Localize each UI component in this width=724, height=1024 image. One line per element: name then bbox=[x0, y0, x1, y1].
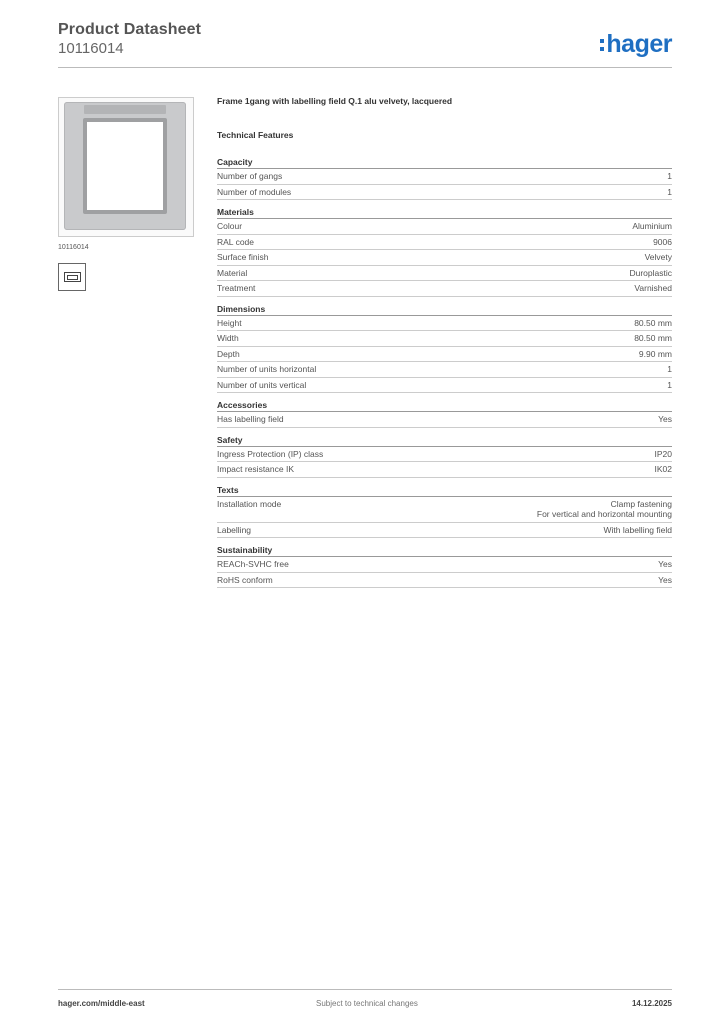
feature-value bbox=[658, 575, 672, 586]
image-caption: 10116014 bbox=[58, 244, 89, 251]
technical-features-heading: Technical Features bbox=[217, 130, 294, 140]
feature-section bbox=[217, 303, 672, 394]
feature-value bbox=[667, 380, 672, 391]
feature-row bbox=[217, 235, 672, 251]
feature-row bbox=[217, 250, 672, 266]
feature-row bbox=[217, 347, 672, 363]
feature-value-line: 9006 bbox=[653, 236, 672, 247]
feature-label: RAL code bbox=[217, 236, 255, 247]
feature-value bbox=[632, 221, 672, 232]
feature-value bbox=[634, 283, 672, 294]
feature-row bbox=[217, 573, 672, 589]
footer-note: Subject to technical changes bbox=[316, 999, 418, 1008]
feature-label: Treatment bbox=[217, 283, 256, 293]
feature-row bbox=[217, 447, 672, 463]
feature-value-line: 1 bbox=[667, 186, 672, 197]
feature-value-line: Varnished bbox=[634, 283, 672, 293]
hager-logo bbox=[600, 30, 672, 59]
feature-row bbox=[217, 523, 672, 539]
feature-value bbox=[653, 237, 672, 248]
feature-value-line: IK02 bbox=[654, 464, 672, 474]
labelling-field-picture bbox=[84, 105, 166, 114]
section-title: Accessories bbox=[217, 399, 672, 412]
feature-value-line: With labelling field bbox=[603, 524, 672, 535]
feature-section bbox=[217, 544, 672, 588]
feature-value bbox=[634, 318, 672, 329]
feature-value-line: Aluminium bbox=[632, 221, 672, 231]
feature-row bbox=[217, 316, 672, 332]
frame-symbol-icon bbox=[58, 263, 86, 291]
feature-label: Number of units horizontal bbox=[217, 364, 317, 374]
feature-value-line: 1 bbox=[667, 379, 672, 390]
feature-label: Height bbox=[217, 317, 242, 328]
feature-row bbox=[217, 331, 672, 347]
feature-label: RoHS conform bbox=[217, 574, 273, 585]
product-code: 10116014 bbox=[58, 40, 124, 57]
feature-value-line: For vertical and horizontal mounting bbox=[536, 509, 672, 519]
feature-row bbox=[217, 497, 672, 523]
feature-section bbox=[217, 156, 672, 200]
feature-label: Number of gangs bbox=[217, 171, 283, 181]
feature-value-line: 1 bbox=[667, 171, 672, 181]
frame-picture bbox=[64, 102, 186, 230]
feature-label: REACh-SVHC free bbox=[217, 559, 289, 569]
section-title: Texts bbox=[217, 484, 672, 497]
section-title: Materials bbox=[217, 206, 672, 219]
feature-value-line: Clamp fastening bbox=[610, 498, 672, 509]
feature-value-line: Yes bbox=[658, 574, 672, 585]
product-title: Frame 1gang with labelling field Q.1 alu velvety, lacquered bbox=[217, 96, 453, 106]
feature-value-line: 9.90 mm bbox=[638, 348, 672, 359]
feature-section bbox=[217, 206, 672, 297]
feature-value bbox=[629, 268, 672, 279]
feature-label: Depth bbox=[217, 348, 240, 359]
feature-label: Has labelling field bbox=[217, 414, 284, 424]
feature-value bbox=[667, 171, 672, 182]
section-title: Capacity bbox=[217, 156, 672, 169]
feature-row bbox=[217, 378, 672, 394]
feature-label: Colour bbox=[217, 221, 243, 231]
feature-value-line: 80.50 mm bbox=[634, 317, 672, 328]
feature-row bbox=[217, 362, 672, 378]
feature-value bbox=[537, 499, 672, 520]
feature-section bbox=[217, 484, 672, 539]
feature-value bbox=[655, 449, 673, 460]
feature-value bbox=[667, 187, 672, 198]
feature-label: Ingress Protection (IP) class bbox=[217, 448, 324, 459]
feature-value bbox=[645, 252, 672, 263]
page-title: Product Datasheet bbox=[58, 21, 202, 38]
product-image bbox=[58, 97, 194, 237]
feature-value bbox=[658, 559, 672, 570]
feature-value-line: Duroplastic bbox=[629, 267, 672, 278]
section-title: Safety bbox=[217, 434, 672, 447]
technical-features-table bbox=[217, 156, 672, 594]
feature-label: Surface finish bbox=[217, 252, 269, 262]
feature-row bbox=[217, 281, 672, 297]
symbol-inner bbox=[64, 272, 81, 282]
feature-row bbox=[217, 169, 672, 185]
feature-value bbox=[603, 525, 672, 536]
feature-value bbox=[655, 464, 673, 475]
footer-website-link[interactable]: hager.com/middle-east bbox=[58, 999, 145, 1008]
feature-label: Labelling bbox=[217, 524, 252, 535]
feature-row bbox=[217, 462, 672, 478]
feature-label: Width bbox=[217, 333, 239, 343]
footer-date: 14.12.2025 bbox=[631, 999, 672, 1008]
feature-row bbox=[217, 557, 672, 573]
feature-section bbox=[217, 399, 672, 428]
feature-value bbox=[667, 364, 672, 375]
feature-row bbox=[217, 219, 672, 235]
feature-label: Installation mode bbox=[217, 498, 282, 509]
feature-row bbox=[217, 412, 672, 428]
feature-value-line: 1 bbox=[667, 364, 672, 374]
feature-label: Number of units vertical bbox=[217, 379, 307, 390]
feature-section bbox=[217, 434, 672, 478]
feature-row bbox=[217, 185, 672, 201]
feature-value-line: IP20 bbox=[654, 448, 672, 459]
frame-inner-border bbox=[83, 118, 167, 214]
feature-row bbox=[217, 266, 672, 282]
section-title: Dimensions bbox=[217, 303, 672, 316]
feature-value bbox=[639, 349, 672, 360]
footer-divider bbox=[58, 989, 672, 990]
frame-opening bbox=[87, 122, 163, 210]
feature-label: Material bbox=[217, 267, 248, 278]
logo-dots-icon bbox=[600, 39, 604, 51]
header-divider bbox=[58, 67, 672, 68]
logo-text: hager bbox=[606, 30, 672, 58]
feature-value bbox=[658, 414, 672, 425]
feature-value-line: Velvety bbox=[644, 252, 672, 262]
feature-value-line: 80.50 mm bbox=[634, 333, 672, 343]
feature-value-line: Yes bbox=[658, 414, 672, 424]
section-title: Sustainability bbox=[217, 544, 672, 557]
feature-value bbox=[634, 333, 672, 344]
feature-label: Number of modules bbox=[217, 186, 292, 197]
feature-label: Impact resistance IK bbox=[217, 464, 295, 474]
feature-value-line: Yes bbox=[658, 559, 672, 569]
